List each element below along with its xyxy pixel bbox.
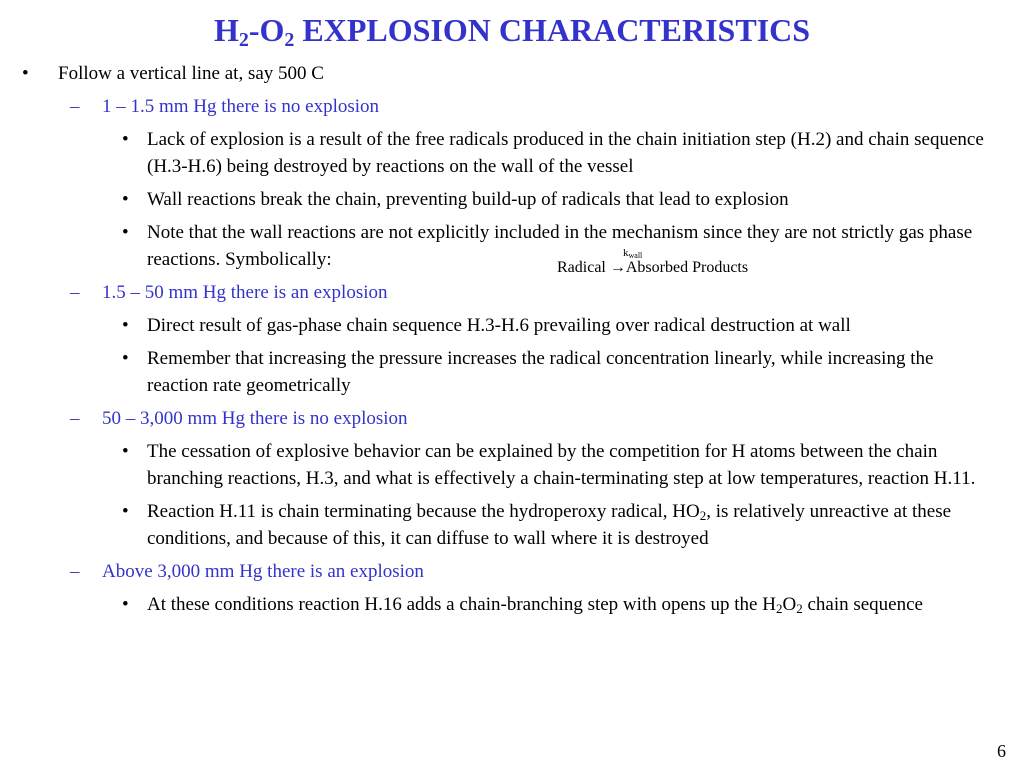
wall-reaction-formula: [557, 245, 817, 285]
list-item: • The cessation of explosive behavior can be explained by the competition for H atoms between the chain branching reactions, H.3, and what is effectively a chain-terminating step at low temperatures, reaction H.11.: [0, 438, 1024, 492]
dash-icon: –: [70, 282, 80, 303]
bullet-icon: •: [122, 315, 129, 336]
list-item: • Lack of explosion is a result of the free radicals produced in the chain initiation step (H.2) and chain sequence (H.3-H.6) being destroyed by reactions on the wall of the vessel: [0, 126, 1024, 180]
arrow-icon: →: [609, 259, 626, 276]
main-bullet: • Follow a vertical line at, say 500 C: [0, 60, 1024, 87]
bullet-icon: •: [122, 129, 129, 150]
bullet-icon: •: [122, 441, 129, 462]
list-item: • Direct result of gas-phase chain sequence H.3-H.6 prevailing over radical destruction at wall: [0, 312, 1024, 339]
subheading-very-high-pressure: – Above 3,000 mm Hg there is an explosion: [0, 558, 1024, 585]
bullet-icon: •: [122, 501, 129, 522]
bullet-icon: •: [122, 348, 129, 369]
slide-body: [0, 60, 1024, 624]
dash-icon: –: [70, 96, 80, 117]
list-item: • Note that the wall reactions are not explicitly included in the mechanism since they are not strictly gas phase reactions. Symbolically:: [0, 219, 1024, 273]
list-item: • At these conditions reaction H.16 adds a chain-branching step with opens up the $H_2O_2$ chain sequence: [0, 591, 1024, 618]
subheading-high-pressure: – 50 – 3,000 mm Hg there is no explosion: [0, 405, 1024, 432]
dash-icon: –: [70, 408, 80, 429]
subheading-low-pressure: – 1 – 1.5 mm Hg there is no explosion: [0, 93, 1024, 120]
bullet-icon: •: [22, 63, 29, 84]
rate-constant-label: $k_{wall}$: [623, 247, 643, 260]
list-item: • Reaction H.11 is chain terminating because the hydroperoxy radical, $HO_2$, is relatively unreactive at these conditions, and because of this, it can diffuse to wall where it is destroyed: [0, 498, 1024, 552]
subheading-mid-pressure: – 1.5 – 50 mm Hg there is an explosion: [0, 279, 1024, 306]
bullet-icon: •: [122, 222, 129, 243]
dash-icon: –: [70, 561, 80, 582]
slide-title: $H_2-O_2$ EXPLOSION CHARACTERISTICS: [213, 12, 811, 51]
bullet-icon: •: [122, 594, 129, 615]
list-item: • Wall reactions break the chain, preventing build-up of radicals that lead to explosion: [0, 186, 1024, 213]
page-number: 6: [997, 741, 1006, 761]
bullet-icon: •: [122, 189, 129, 210]
reaction-equation: Radical →Absorbed Products: [557, 259, 749, 276]
list-item: • Remember that increasing the pressure increases the radical concentration linearly, while increasing the reaction rate geometrically: [0, 345, 1024, 399]
